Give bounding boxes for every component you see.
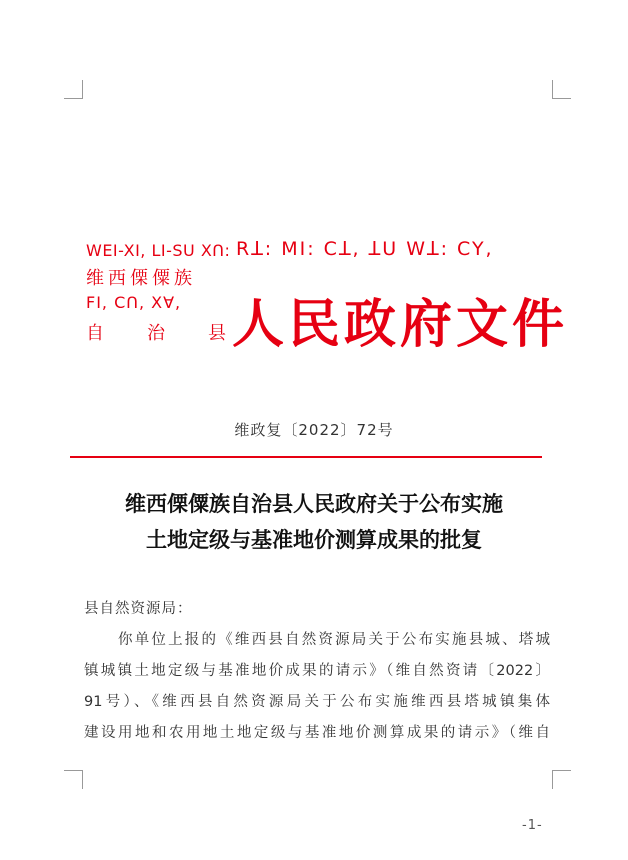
crop-mark-bottom-right xyxy=(552,770,571,789)
document-title-line2: 土地定级与基准地价测算成果的批复 xyxy=(146,527,482,552)
header-cn-line2-char: 县 xyxy=(208,323,226,344)
body-line: 91号）、《维西县自然资源局关于公布实施维西县塔城镇集体 xyxy=(84,694,550,710)
page-number: -1- xyxy=(522,818,543,833)
header-lisu-line2: FI, Cꓵ, Xꓯ, xyxy=(86,293,182,312)
crop-mark-bottom-left xyxy=(64,770,83,789)
header-cn-line2-char: 治 xyxy=(147,323,165,344)
red-divider xyxy=(70,456,542,458)
document-number: 维政复〔2022〕72号 xyxy=(234,421,394,439)
addressee: 县自然资源局： xyxy=(84,601,193,617)
header-lisu-line1-left: WEI-XI, LI-SU Xꓵ: xyxy=(86,241,231,260)
crop-mark-top-right xyxy=(552,80,571,99)
body-line: 建设用地和农用地土地定级与基准地价测算成果的请示》（维自 xyxy=(84,725,550,741)
document-title-line1: 维西傈僳族自治县人民政府关于公布实施 xyxy=(125,491,503,516)
body-line: 你单位上报的《维西县自然资源局关于公布实施县城、塔城 xyxy=(118,632,550,648)
header-cn-line2-char: 自 xyxy=(86,323,104,344)
header-lisu-line1-right: Rꓕ: MI: Cꓕ, ꓕU Wꓕ: CY, xyxy=(236,238,494,260)
body-line: 镇城镇土地定级与基准地价成果的请示》（维自然资请〔2022〕 xyxy=(84,663,550,679)
crop-mark-top-left xyxy=(64,80,83,99)
header-cn-line1: 维西傈僳族 xyxy=(86,268,196,289)
header-cn-line2 xyxy=(86,319,226,345)
header-big-title: 人民政府文件 xyxy=(232,294,569,355)
